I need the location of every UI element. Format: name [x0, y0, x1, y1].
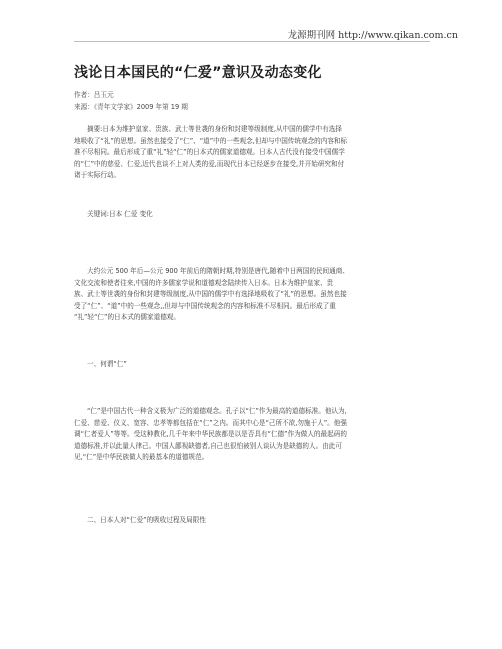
- journal-site-header: 龙源期刊网 http://www.qikan.com.cn: [287, 30, 458, 41]
- section-1-body: [74, 406, 436, 464]
- keywords-text: 关键词:日本 仁爱 变化: [87, 210, 153, 218]
- intro-line: “礼”轻“仁”的日本式的儒家道德观。: [74, 313, 180, 321]
- intro-line: 受了“仁”、“道”中的一些观念,,但却与中国传统观念的内容和标准不尽相同。最后形成了重: [74, 301, 336, 310]
- article-source: 来源：《青年文学家》2009 年第 19 期: [74, 103, 188, 111]
- section-1-line: 仁爱、慈爱、仪义、宽容、忠孝等都包括在“仁”之内。而其中心是“己所不欲,勿施于人”。他强: [74, 418, 347, 427]
- abstract-line: 地吸收了“礼”的思想。虽然也接受了“仁”、“道”中的一些观念,但却与中国传统观念的内容和标: [74, 136, 348, 145]
- section-1-line: 见,“仁”是中华民族做人的最基本的道德规范。: [74, 453, 209, 461]
- section-1-heading: [74, 359, 436, 371]
- article-author: 作者：吕玉元: [74, 91, 114, 99]
- keywords-line: [74, 209, 436, 221]
- header-divider: [74, 41, 430, 42]
- abstract-paragraph: [74, 124, 436, 182]
- abstract-line: 的“仁”中的慈爱、仁爱,近代也谈不上对人类的爱,而现代日本已经逐步在接受,并开始研究和付: [74, 159, 345, 168]
- section-1-line: 道德标准,并以此量人律己。中国人鄙视缺德者,自己也很怕被别人谈认为是缺德的人。由此可: [74, 441, 342, 450]
- abstract-line: 诸于实际行动。: [74, 171, 121, 179]
- section-1-line: 调“仁者爱人”等等。受这种教化,几千年来中华民族都是以是否具有“仁德”作为做人的最起码的: [74, 430, 347, 438]
- intro-line: 族、武士等世袭的身份和封建等级制度,从中国的儒学中有选择地吸收了“礼”的思想。虽然也接: [74, 290, 347, 298]
- intro-paragraph: [74, 266, 436, 324]
- abstract-line: 准不尽相同。最后形成了重“礼”轻“仁”的日本式的儒家道德观。日本人古代没有接受中国儒学: [74, 148, 345, 156]
- section-1-heading-text: 一、何谓“仁”: [87, 360, 127, 368]
- article-title: 浅论日本国民的“仁爱”意识及动态变化: [74, 65, 322, 81]
- section-2-heading-text: 二、日本人对“仁爱”的吸收过程及局限性: [87, 516, 206, 524]
- intro-line: 文化交流和使者往来,中国的许多儒家学说和道德观念陆续传入日本。日本为维护皇家、贵: [74, 278, 334, 287]
- section-1-line: “仁”是中国古代一种含义极为广泛的道德观念。孔子以“仁”作为最高的道德标准。他认为,: [87, 407, 347, 415]
- abstract-line: 摘要:日本为维护皇家、贵族、武士等世袭的身份和封建等级制度,从中国的儒学中有选择: [87, 125, 342, 133]
- intro-line: 大约公元 500 年后—公元 900 年前后的隋朝时期,特别是唐代,随着中日两国的民间通商、: [87, 267, 349, 275]
- section-2-heading: [74, 515, 436, 527]
